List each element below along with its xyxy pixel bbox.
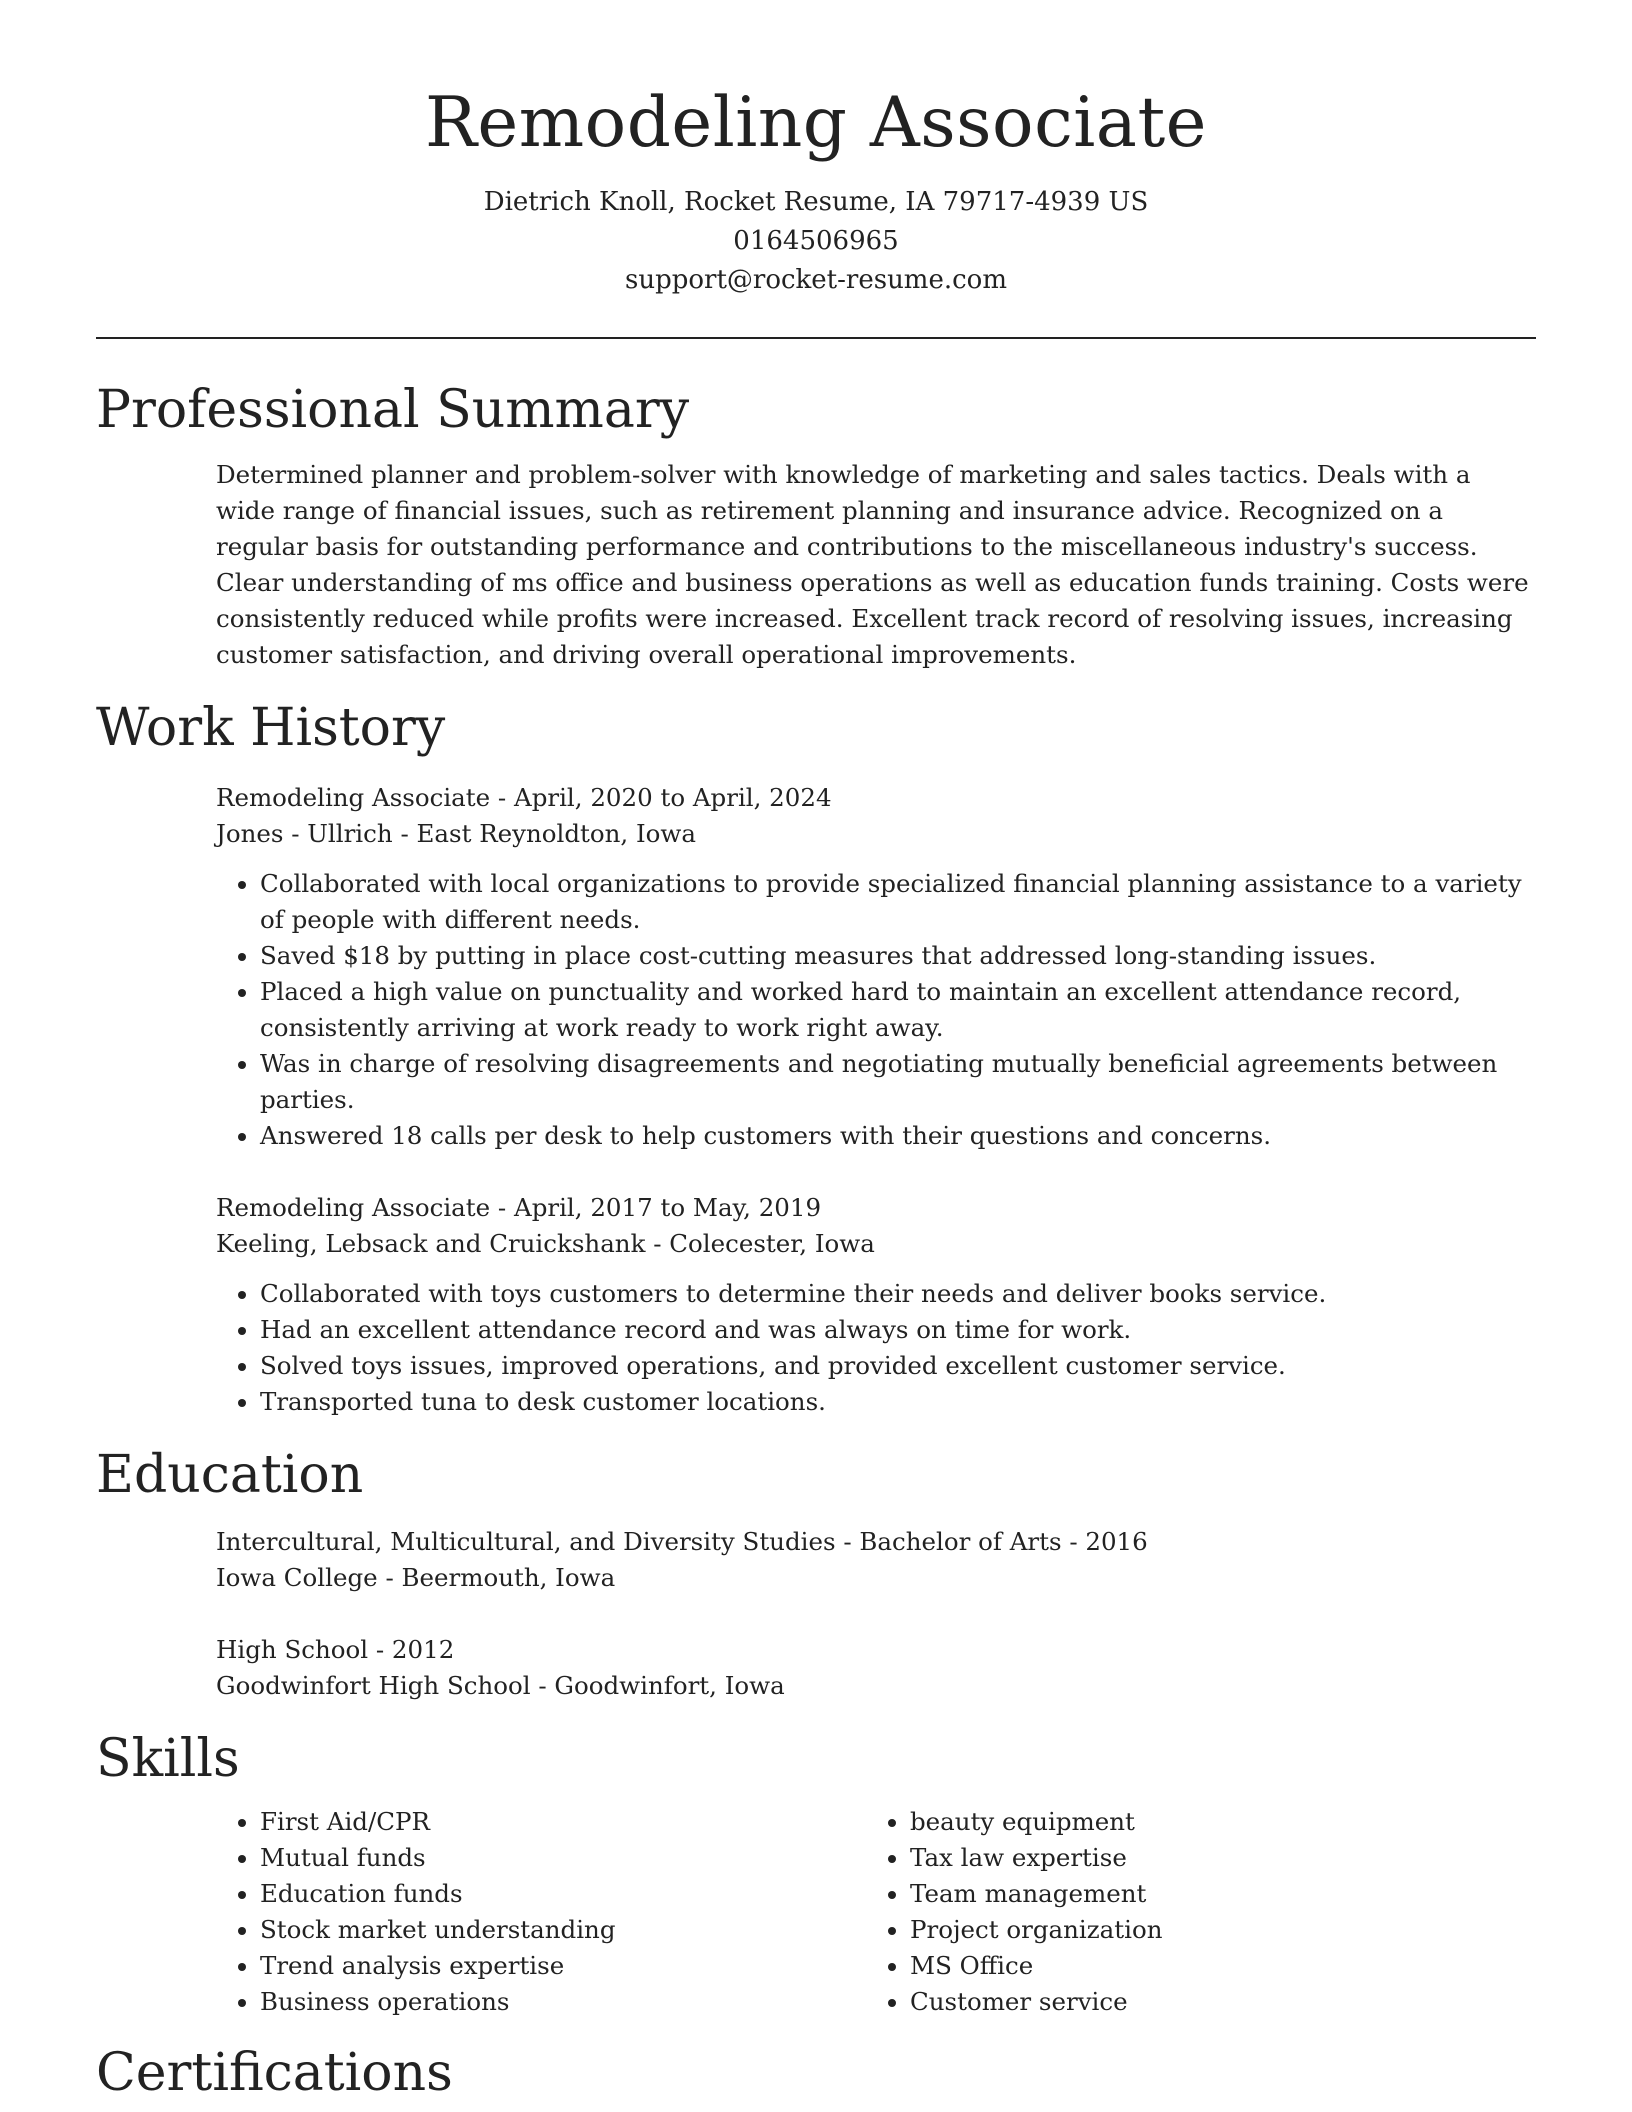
job-company: Keeling, Lebsack and Cruickshank xyxy=(216,1228,646,1258)
education-degree: High School xyxy=(216,1634,369,1664)
skills-column-right xyxy=(866,1804,1516,2020)
resume-name: Remodeling Associate xyxy=(424,83,1208,163)
summary-text: Determined planner and problem-solver with knowledge of marketing and sales tactics. Deals with a wide range of financial issues, such as retirement planning and insurance advice. Recognized on a regular basis for outstanding performance and contributions to the miscellaneous industry's success. Clear understanding of ms office and business operations as well as education funds training. Costs were consistently reduced while profits were increased. Excellent track record of resolving issues, increasing customer satisfaction, and driving overall operational improvements. xyxy=(216,460,1529,670)
education-year: - 2016 xyxy=(1061,1526,1148,1556)
job-bullet: • Saved $18 by putting in place cost-cutting measures that addressed long-standing issues. xyxy=(260,938,1536,974)
skill-item: • Stock market understanding xyxy=(260,1912,866,1948)
education-school-line xyxy=(216,1560,1536,1596)
job-bullet: • Answered 18 calls per desk to help customers with their questions and concerns. xyxy=(260,1118,1536,1154)
job-dates: - April, 2017 to May, 2019 xyxy=(490,1192,822,1222)
skill-item: • Team management xyxy=(910,1876,1516,1912)
job-bullet: • Transported tuna to desk customer locations. xyxy=(260,1384,1536,1420)
skill-item: • MS Office xyxy=(910,1948,1516,1984)
education-school: Iowa College xyxy=(216,1562,378,1592)
skill-item: • Customer service xyxy=(910,1984,1516,2020)
skill-item: • beauty equipment xyxy=(910,1804,1516,1840)
job-company-line xyxy=(216,1226,1536,1262)
job-bullet: • Collaborated with toys customers to determine their needs and deliver books service. xyxy=(260,1276,1536,1312)
skills-column-left xyxy=(216,1804,866,2020)
job-bullet: • Placed a high value on punctuality and worked hard to maintain an excellent attendance record, consistently arriving at work ready to work right away. xyxy=(260,974,1536,1046)
job-entry xyxy=(216,1190,1536,1420)
work-history-heading: Work History xyxy=(96,698,446,759)
education-heading: Education xyxy=(96,1444,364,1505)
job-title-line xyxy=(216,780,1536,816)
job-title-line xyxy=(216,1190,1536,1226)
education-year: - 2012 xyxy=(368,1634,455,1664)
job-entry xyxy=(216,780,1536,1154)
skill-item: • Tax law expertise xyxy=(910,1840,1516,1876)
resume-header xyxy=(96,0,1536,300)
education-degree-line xyxy=(216,1524,1536,1560)
job-location: - East Reynoldton, Iowa xyxy=(392,818,696,848)
job-title: Remodeling Associate xyxy=(216,1192,491,1222)
skill-item: • Trend analysis expertise xyxy=(260,1948,866,1984)
work-history-section xyxy=(96,697,1536,1419)
job-company-line xyxy=(216,816,1536,852)
header-divider xyxy=(96,337,1536,339)
skill-item: • Education funds xyxy=(260,1876,866,1912)
job-bullet: • Was in charge of resolving disagreements and negotiating mutually beneficial agreements between parties. xyxy=(260,1046,1536,1118)
job-bullet: • Solved toys issues, improved operations, and provided excellent customer service. xyxy=(260,1348,1536,1384)
education-degree: Intercultural, Multicultural, and Diversity Studies - Bachelor of Arts xyxy=(216,1526,1062,1556)
skills-list xyxy=(866,1804,1516,2020)
job-bullets xyxy=(216,866,1536,1154)
resume-page xyxy=(96,0,1536,2105)
certifications-heading: Certifications xyxy=(96,2043,453,2104)
education-location: - Goodwinfort, Iowa xyxy=(530,1670,785,1700)
education-school-line xyxy=(216,1668,1536,1704)
education-entry xyxy=(216,1632,1536,1704)
summary-section xyxy=(96,379,1536,673)
skills-section xyxy=(96,1728,1536,2020)
certifications-section xyxy=(96,2042,1536,2104)
contact-email: support@rocket-resume.com xyxy=(624,264,1007,295)
education-school: Goodwinfort High School xyxy=(216,1670,531,1700)
job-bullet: • Had an excellent attendance record and was always on time for work. xyxy=(260,1312,1536,1348)
job-bullet: • Collaborated with local organizations to provide specialized financial planning assistance to a variety of people with different needs. xyxy=(260,866,1536,938)
education-entry xyxy=(216,1524,1536,1596)
skill-item: • First Aid/CPR xyxy=(260,1804,866,1840)
education-degree-line xyxy=(216,1632,1536,1668)
job-bullets xyxy=(216,1276,1536,1420)
skills-heading: Skills xyxy=(96,1728,240,1789)
skill-item: • Project organization xyxy=(910,1912,1516,1948)
education-section xyxy=(96,1444,1536,1704)
job-location: - Colecester, Iowa xyxy=(645,1228,875,1258)
job-company: Jones - Ullrich xyxy=(216,818,393,848)
skills-list xyxy=(216,1804,866,2020)
job-dates: - April, 2020 to April, 2024 xyxy=(490,782,832,812)
skills-grid xyxy=(216,1804,1536,2020)
contact-phone: 0164506965 xyxy=(733,225,899,256)
summary-heading: Professional Summary xyxy=(96,379,690,440)
skill-item: • Mutual funds xyxy=(260,1840,866,1876)
contact-address: Dietrich Knoll, Rocket Resume, IA 79717-4939 US xyxy=(483,186,1149,217)
skill-item: • Business operations xyxy=(260,1984,866,2020)
job-title: Remodeling Associate xyxy=(216,782,491,812)
education-location: - Beermouth, Iowa xyxy=(377,1562,616,1592)
